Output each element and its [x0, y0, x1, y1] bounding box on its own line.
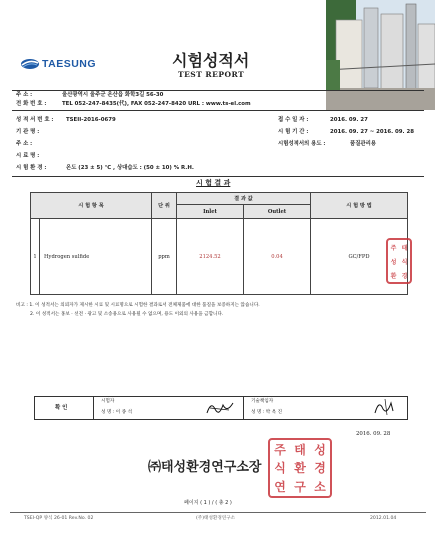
environment-value: 온도 (23 ± 5) ℃ , 상대습도 : (50 ± 10) % R.H.: [66, 165, 194, 171]
confirm-cell: [35, 397, 94, 419]
row-test-method: GC/FPD: [311, 219, 408, 295]
results-section-title: 시 험 결 과: [196, 178, 231, 187]
manager-name: 성 명 : 박 옥 진: [251, 410, 283, 415]
report-no: TSEII-2016-0679: [66, 117, 116, 123]
row-outlet-value: 0.04: [244, 219, 311, 295]
purpose-value: 품질관리용: [350, 141, 377, 147]
header-unit: 단 위: [152, 193, 177, 219]
page-number: 페이지 ( 1 ) / ( 총 2 ): [184, 500, 232, 506]
row-test-item: Hydrogen sulfide: [40, 219, 152, 295]
client-address-label: 주 소 :: [16, 141, 33, 147]
header-rule-top: [12, 90, 424, 91]
report-no-label: 성 적 서 번 호 :: [16, 117, 54, 123]
header-inlet: Inlet: [177, 205, 244, 219]
receipt-date-label: 접 수 일 자 :: [278, 117, 309, 123]
company-name-text: ㈜태성환경연구소: [148, 460, 249, 475]
footer-rule: [10, 512, 426, 513]
issuer-company-name: [148, 456, 261, 475]
tester-name: 성 명 : 이 종 석: [101, 410, 133, 415]
footer-date: 2012.01.04: [370, 516, 397, 521]
company-phone: TEL 052-247-8435(代), FAX 052-247-8420 URL : www.ts-el.com: [62, 101, 251, 107]
footer-company: (주)태성환경연구소: [196, 516, 236, 521]
institution-label: 기 관 명 :: [16, 129, 40, 135]
header-outlet: Outlet: [244, 205, 311, 219]
logo-swoosh-icon: [20, 58, 40, 70]
environment-label: 시 험 환 경 :: [16, 165, 47, 171]
tester-role: 시험자: [101, 399, 115, 404]
test-period-label: 시 험 기 간 :: [278, 129, 309, 135]
header-result: 결 과 값: [177, 193, 311, 205]
test-period: 2016. 09. 27 ~ 2016. 09. 28: [330, 129, 414, 135]
table-row: [31, 219, 408, 295]
note-1: 비고 : 1. 이 성적서는 의뢰자가 제시한 시료 및 시료명으로 시험한 결과로서 전체제품에 대한 품질을 보증하지는 않습니다.: [16, 303, 260, 308]
header-test-method: 시 험 방 법: [311, 193, 408, 219]
footer-form-code: TSEI-QP 양식 26-01 Rev.No. 02: [24, 516, 94, 521]
row-inlet-value: 2124.52: [177, 219, 244, 295]
results-table: [30, 192, 408, 295]
sample-label: 시 료 명 :: [16, 153, 40, 159]
report-title-english: TEST REPORT: [178, 70, 245, 79]
signature-box: [34, 396, 408, 420]
company-address-label: 주 소 :: [16, 92, 33, 98]
logo-text: TAESUNG: [42, 58, 97, 70]
purpose-label: 시험성적서의 용도 :: [278, 141, 326, 147]
receipt-date: 2016. 09. 27: [330, 117, 368, 123]
report-title-korean: 시험성적서: [172, 51, 250, 70]
row-number: 1: [31, 219, 40, 295]
header-test-item: 시 험 항 목: [31, 193, 152, 219]
facility-photo: [326, 0, 435, 110]
manager-cell: [243, 397, 407, 419]
company-address: 울산광역시 울주군 온산읍 화학3길 56-30: [62, 92, 164, 98]
tester-signature: [205, 399, 235, 417]
header-rule-bottom: [12, 110, 424, 111]
company-seal-stamp: 주 태 성 식 환 경 연 구 소: [268, 438, 332, 498]
company-name-suffix: 장: [248, 460, 262, 475]
note-2: 2. 이 성적서는 홍보 · 선전 · 광고 및 소송용으로 사용될 수 없으며, 용도 이외의 사용을 금합니다.: [30, 312, 224, 317]
manager-role: 기술책임자: [251, 399, 274, 404]
manager-signature: [371, 397, 397, 417]
tester-cell: [93, 397, 244, 419]
issue-date: 2016. 09. 28: [356, 431, 391, 437]
official-seal-stamp: 주 태 성 식 환 경: [386, 238, 412, 284]
meta-rule: [12, 176, 424, 177]
row-unit: ppm: [152, 219, 177, 295]
company-phone-label: 전 화 번 호 :: [16, 101, 47, 107]
confirm-label: 확 인: [55, 405, 68, 411]
